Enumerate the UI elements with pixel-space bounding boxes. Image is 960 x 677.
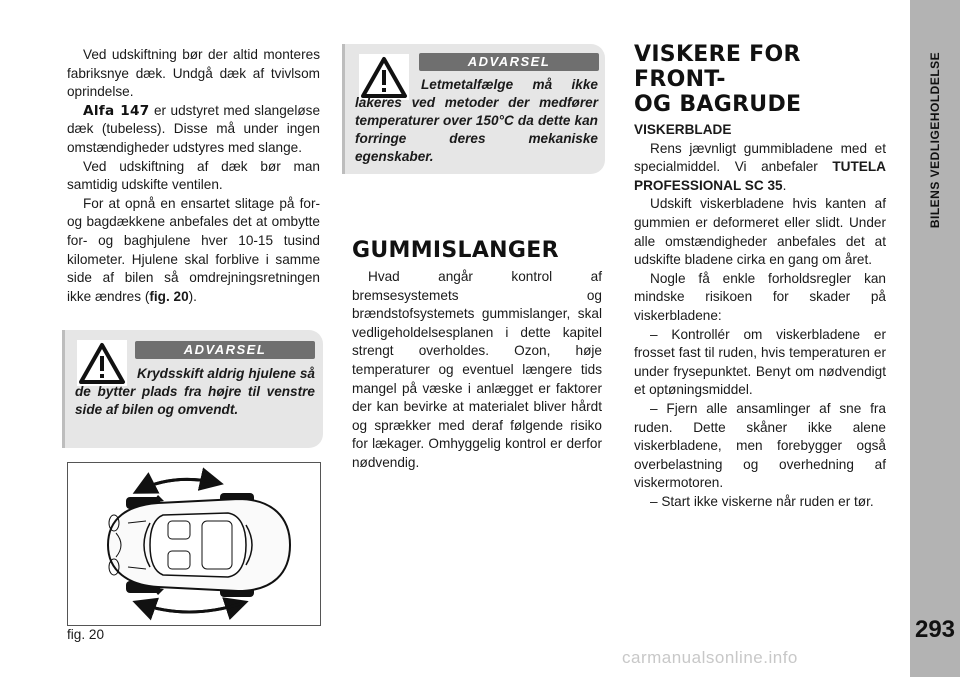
paragraph-text: er udstyret med slangeløse dæk (tubeless). Disse må under ingen omstændigheder udstyres med slange. — [67, 102, 321, 155]
paragraph: Ved udskiftning bør der altid monteres fabriksnye dæk. Undgå dæk af tvivlsom oprindelse. — [67, 47, 320, 100]
car-diagram-icon — [68, 463, 320, 625]
paragraph: Udskift viskerbladene hvis kanten af gummien er deformeret eller slidt. Under alle omstændigheder anbefales det at udskifte bladene cirka en gang om året. — [634, 196, 886, 268]
heading-line: VISKERE FOR FRONT- — [634, 42, 801, 92]
column-left — [67, 46, 320, 306]
section-heading: GUMMISLANGER — [352, 238, 559, 263]
paragraph-text: For at opnå en ensartet slitage på for- og bagdækkene anbefales det at ombytte for- og baghjulene hver 10-15 tusind kilometer. Hjulene skal forblive i samme side af bilen så omdrejningsretningen ikke ændres ( — [67, 195, 320, 304]
subheading: VISKERBLADE — [634, 122, 732, 137]
section-heading — [634, 42, 886, 117]
brand-name: Alfa 147 — [83, 102, 150, 119]
paragraph-text: . — [782, 177, 787, 193]
page-number: 293 — [914, 616, 956, 643]
paragraph: Nogle få enkle forholdsregler kan mindske risikoen for skader på viskerbladene: — [634, 270, 886, 323]
figure-car-top-view — [67, 462, 321, 626]
paragraph: Hvad angår kontrol af bremsesystemets og brændstofsystemets gummislanger, skal vedligeholdelsesplanen i dette kapitel strengt overholdes. Ozon, høje temperaturer og eventuel længere tids mangel på væske i anlægget er faktorer der kan bevirke at materialet bliver hårdt og sprækker med deraf følgende risiko for lækager. Omhyggelig kontrol er derfor nødvendig. — [352, 269, 602, 470]
figure-caption: fig. 20 — [67, 627, 105, 642]
figure-reference: fig. 20 — [149, 288, 189, 304]
warning-box — [342, 44, 605, 174]
product-name: TUTELA PROFESSIONAL SC 35 — [634, 159, 886, 193]
paragraph-text: Rens jævnligt gummibladene med et specialmiddel. Vi anbefaler — [634, 140, 886, 175]
column-right — [634, 42, 886, 511]
paragraph-text: ). — [188, 288, 197, 304]
watermark: carmanualsonline.info — [622, 648, 798, 667]
warning-label: ADVARSEL — [135, 341, 315, 359]
column-middle — [352, 238, 602, 473]
paragraph: Ved udskiftning af dæk bør man samtidig udskifte ventilen. — [67, 158, 320, 193]
chapter-tab-label: BILENS VEDLIGEHOLDELSE — [928, 51, 942, 229]
paragraph — [634, 140, 886, 196]
heading-line: OG BAGRUDE — [634, 92, 802, 117]
warning-text: Krydsskift aldrig hjulene så de bytter plads fra højre til venstre side af bilen og omvendt. — [75, 366, 315, 417]
list-item: – Start ikke viskerne når ruden er tør. — [650, 493, 874, 509]
list-item: – Fjern alle ansamlinger af sne fra ruden. Dette skåner ikke alene viskerbladene, men forebygger også overbelastning og overhedning af viskermotoren. — [634, 400, 886, 491]
warning-box — [62, 330, 323, 448]
warning-text: Letmetalfælge må ikke lakeres ved metoder der medfører temperaturer over 150°C da dette kan forringe deres mekaniske egenskaber. — [355, 77, 598, 164]
list-item: – Kontrollér om viskerbladene er frosset fast til ruden, hvis temperaturen er under frysepunktet. Benyt om nødvendigt et optøningsmiddel. — [634, 326, 886, 398]
paragraph — [67, 195, 320, 307]
warning-label: ADVARSEL — [419, 53, 599, 71]
paragraph — [67, 102, 320, 158]
